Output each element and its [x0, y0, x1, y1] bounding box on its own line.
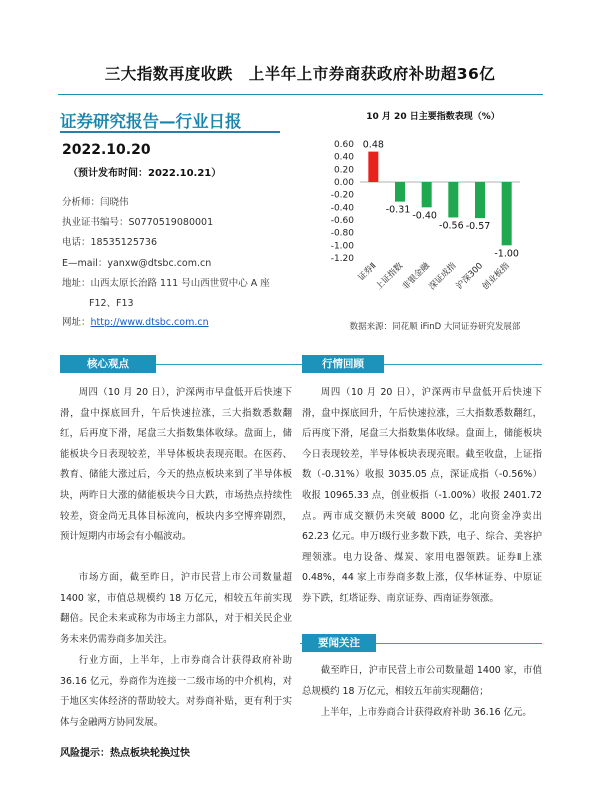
headline: 三大指数再度收跌 上半年上市券商获政府补助超36亿 — [104, 65, 496, 83]
y-tick-label: 0.40 — [333, 152, 354, 163]
bar — [368, 152, 378, 182]
y-tick-label: -0.40 — [330, 203, 354, 214]
analyst-phone: 电话：18535125736 — [62, 237, 158, 248]
x-tick-label: 非银金融 — [400, 261, 432, 293]
bar — [502, 182, 512, 245]
data-label: -0.40 — [412, 210, 437, 222]
website-link[interactable]: http://www.dtsbc.com.cn — [90, 317, 209, 328]
y-tick-label: 0.00 — [333, 178, 354, 188]
index-performance-chart — [310, 122, 560, 317]
data-label: -1.00 — [494, 248, 519, 260]
x-tick-label: 证券Ⅱ — [356, 261, 379, 284]
analyst-website: 网址：http://www.dtsbc.com.cn — [62, 317, 209, 328]
x-tick-label: 沪深300 — [454, 261, 486, 292]
risk-warning: 风险提示：热点板块轮换过快 — [60, 748, 190, 759]
news-paragraph-2: 上半年，上市券商合计获得政府补助 36.16 亿元。 — [320, 707, 532, 718]
y-tick-label: 0.60 — [333, 140, 354, 150]
headline-divider — [58, 94, 543, 95]
x-tick-label: 创业板指 — [480, 261, 512, 293]
core-section-tag: 核心观点 — [60, 355, 156, 373]
analyst-cert: 执业证书编号：S0770519080001 — [62, 217, 214, 228]
x-tick-label: 深证成指 — [427, 261, 459, 293]
core-paragraph-3: 行业方面，上半年，上市券商合计获得政府补助 36.16 亿元，券商作为连接一二级市场的中介机构，对于地区实体经济的帮助较大。对券商补贴，更有利于实体与金融两方协同发展。 — [60, 655, 292, 728]
review-paragraph-1: 周四（10 月 20 日），沪深两市早盘低开后快速下滑，盘中探底回升，午后快速拉涨，三大指数悉数翻红，后再度下滑，尾盘三大指数集体收绿。盘面上，储能板块今日表现较差，半导体板块表现亮眼。截至收盘，上证指数（-0.31%）收报 3035.05 点，深证成指（-0.56%）收报 10965.33 点，创业板指（-1.00%）收报 2401.72 点。两市成交额仍未突破 8000 亿，北向资金净卖出 62.23 亿元。申万Ⅰ级行业多数下跌，电子、综合、美容护理领涨。电力设备、煤炭、家用电器领跌。证券Ⅱ上涨 0.48%，44 家上市券商多数上涨，仅华林证券、中原证券下跌，红塔证券、南京证券、西南证券领涨。 — [302, 387, 542, 604]
y-tick-label: -0.80 — [330, 228, 354, 239]
data-label: -0.31 — [385, 204, 411, 216]
publish-time: （预计发布时间：2022.10.21） — [68, 168, 222, 179]
core-paragraph-1: 周四（10 月 20 日），沪深两市早盘低开后快速下滑，盘中探底回升，午后快速拉涨，三大指数悉数翻红，后再度下滑，尾盘三大指数集体收绿。盘面上，储能板块今日表现较差，半导体板块表现亮眼。在医药、教育、储能大涨过后，今天的热点板块来到了半导体板块，两昨日大涨的储能板块今日大跌，市场热点持续性较差，资金尚无具体目标流向，板块内多空博弈剧烈，预计短期内市场会有小幅波动。 — [60, 387, 292, 543]
y-tick-label: -1.20 — [330, 254, 354, 264]
y-tick-label: -1.00 — [330, 241, 354, 252]
report-title: 证券研究报告—行业日报 — [60, 112, 242, 131]
y-tick-label: -0.60 — [330, 216, 354, 226]
news-paragraph-1: 截至昨日，沪市民营上市公司数量超 1400 家，市值总规模约 18 万亿元，相较五年前实现翻倍； — [302, 665, 542, 697]
analyst-name: 分析师：闫晓伟 — [62, 197, 129, 208]
bar — [395, 182, 405, 202]
report-date: 2022.10.20 — [62, 142, 151, 158]
news-section-tag: 要闻关注 — [302, 634, 376, 652]
title-divider — [60, 131, 280, 133]
y-tick-label: -0.20 — [330, 190, 354, 201]
analyst-address-line2: F12、F13 — [89, 298, 134, 309]
x-tick-label: 上证指数 — [373, 261, 406, 293]
core-paragraph-2: 市场方面，截至昨日，沪市民营上市公司数量超 1400 家，市值总规模约 18 万亿元，相较五年前实现翻倍。民企未来或称为市场主力部队，对于相关民企业务未来仍需券商多加关注。 — [60, 572, 292, 645]
analyst-address: 地址：山西太原长治路 111 号山西世贸中心 A 座 — [62, 278, 270, 289]
y-tick-label: 0.20 — [333, 165, 354, 176]
chart-source: 数据来源：同花顺 iFinD 大同证券研究发展部 — [349, 322, 521, 332]
chart-title: 10 月 20 日主要指数表现（%） — [366, 112, 500, 122]
bar — [422, 182, 432, 207]
bar — [448, 182, 458, 217]
review-section-tag: 行情回顾 — [302, 355, 384, 373]
bar — [475, 182, 485, 218]
data-label: -0.56 — [439, 220, 464, 232]
analyst-email: E—mail：yanxw@dtsbc.com.cn — [62, 258, 212, 269]
data-label: -0.57 — [465, 221, 491, 233]
data-label: 0.48 — [362, 139, 384, 151]
